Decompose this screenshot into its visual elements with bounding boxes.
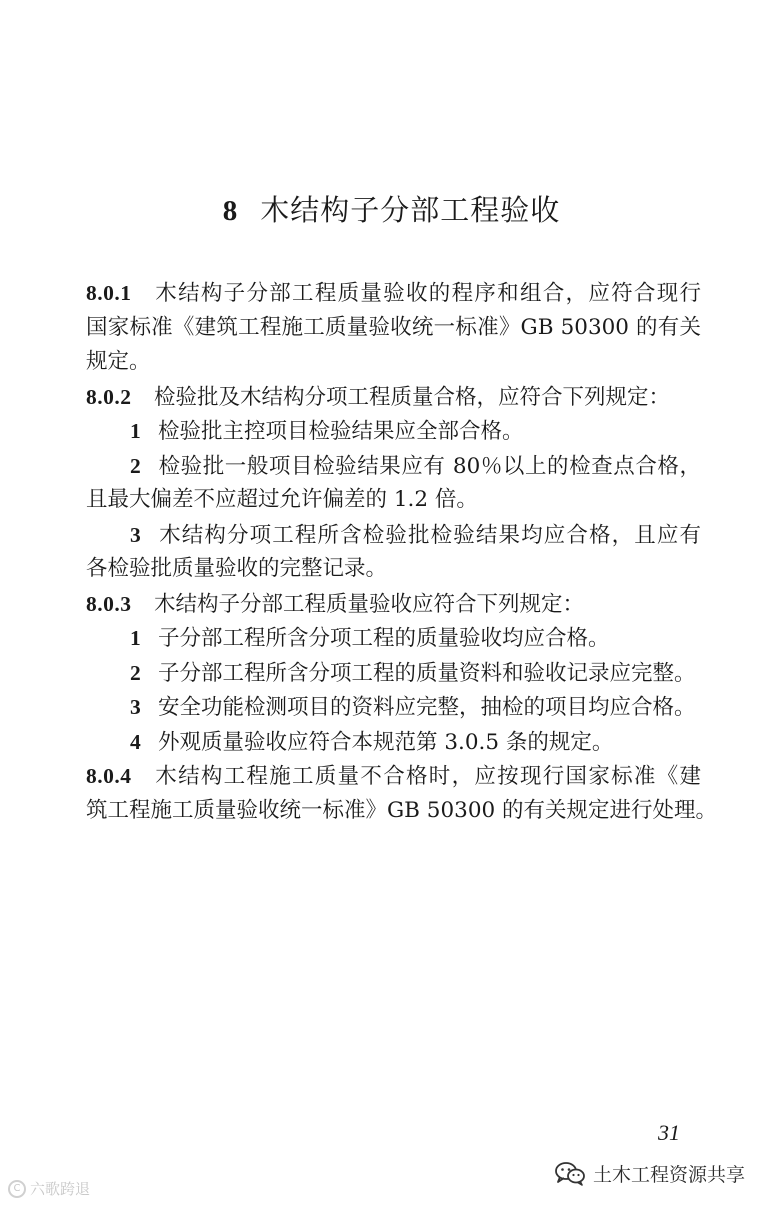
- chapter-number: 8: [222, 195, 239, 227]
- clause-text: 木结构工程施工质量不合格时，应按现行国家标准《建: [154, 764, 701, 789]
- watermark-right-text: 土木工程资源共享: [593, 1164, 746, 1186]
- clause-8-0-3-line-1: [86, 587, 701, 622]
- clause-8-0-3-item-2: [86, 656, 701, 691]
- item-number: 3: [130, 695, 141, 719]
- item-text: 检验批一般项目检验结果应有 80％以上的检查点合格，: [158, 453, 701, 479]
- clause-8-0-2-item-2-line-1: [86, 449, 701, 484]
- circle-logo-icon: C: [8, 1180, 26, 1198]
- item-text: 子分部工程所含分项工程的质量资料和验收记录应完整。: [158, 660, 696, 686]
- clause-text: 木结构子分部工程质量验收应符合下列规定：: [154, 591, 585, 617]
- watermark-left-text: 六歌跨退: [30, 1180, 91, 1198]
- clause-text: 国家标准《建筑工程施工质量验收统一标准》GB 50300 的有关: [86, 314, 701, 340]
- clause-8-0-4-line-2: [86, 794, 718, 829]
- item-text: 木结构分项工程所含检验批检验结果均应合格，且应有: [158, 522, 701, 548]
- clause-8-0-2-item-3-line-1: [86, 518, 701, 553]
- item-number: 3: [130, 522, 141, 547]
- item-number: 2: [130, 453, 141, 478]
- chapter-body: [86, 276, 718, 828]
- chapter-title: [0, 190, 783, 231]
- clause-8-0-1-line-1: [86, 276, 701, 311]
- item-text: 外观质量验收应符合本规范第 3.0.5 条的规定。: [158, 729, 614, 755]
- clause-8-0-3-item-1: [86, 621, 701, 656]
- clause-8-0-1-line-3: [86, 345, 701, 380]
- wechat-icon: [555, 1161, 585, 1187]
- item-number: 4: [130, 729, 141, 754]
- watermark-right: [555, 1160, 745, 1187]
- item-number: 2: [130, 660, 141, 685]
- clause-text: 筑工程施工质量验收统一标准》GB 50300 的有关规定进行处理。: [86, 797, 718, 823]
- clause-8-0-2-line-1: [86, 380, 701, 415]
- item-number: 1: [130, 626, 141, 650]
- clause-8-0-2-item-3-line-2: [86, 552, 701, 587]
- clause-8-0-1-line-2: [86, 311, 701, 346]
- clause-text: 规定。: [86, 349, 151, 374]
- clause-8-0-2-item-2-line-2: [86, 483, 701, 518]
- clause-number: 8.0.3: [86, 591, 132, 616]
- clause-text: 检验批及木结构分项工程质量合格，应符合下列规定：: [154, 384, 671, 410]
- clause-8-0-3-item-3: [86, 690, 701, 725]
- item-text: 检验批主控项目检验结果应全部合格。: [158, 419, 524, 444]
- page-number: 31: [658, 1120, 680, 1145]
- clause-8-0-2-item-1: [86, 414, 701, 449]
- clause-8-0-3-item-4: [86, 725, 701, 760]
- item-number: 1: [130, 419, 141, 443]
- item-text: 子分部工程所含分项工程的质量验收均应合格。: [158, 626, 610, 651]
- clause-number: 8.0.2: [86, 384, 132, 409]
- clause-text: 木结构子分部工程质量验收的程序和组合，应符合现行: [154, 281, 701, 306]
- clause-number: 8.0.1: [86, 281, 132, 305]
- item-text: 安全功能检测项目的资料应完整，抽检的项目均应合格。: [158, 695, 696, 720]
- clause-8-0-4-line-1: [86, 759, 701, 794]
- item-text: 且最大偏差不应超过允许偏差的 1.2 倍。: [86, 487, 478, 512]
- item-text: 各检验批质量验收的完整记录。: [86, 556, 388, 581]
- watermark-left: [8, 1178, 90, 1199]
- chapter-title-text: 木结构子分部工程验收: [260, 193, 561, 227]
- clause-number: 8.0.4: [86, 764, 132, 788]
